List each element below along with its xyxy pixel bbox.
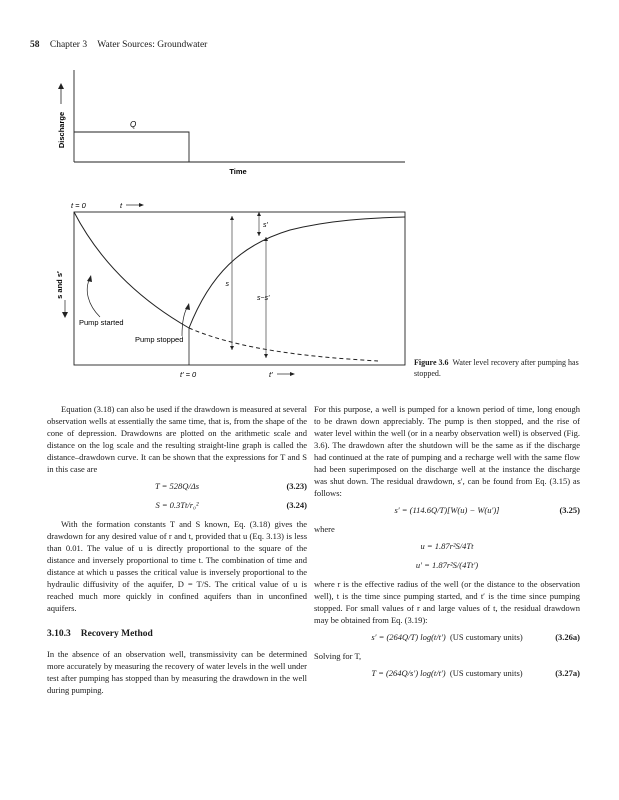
section-heading [47,628,307,640]
t-label: t [120,201,123,210]
solving-for-t: Solving for T, [314,651,362,661]
pump-stopped-arrowhead [185,303,190,310]
equation-3-25-number: (3.25) [559,505,580,515]
pump-started-arrowhead [87,275,92,282]
time-axis-label: Time [229,167,247,176]
s-axis-arrowhead [62,312,68,318]
t0-label: t = 0 [71,201,86,210]
s-prime-arrow-top [257,212,261,216]
equation-3-27a [314,667,580,681]
pump-stopped-pointer [182,306,188,336]
discharge-q-label: Q [130,120,137,129]
tprime-label: t′ [269,370,273,379]
chapter-label: Chapter 3 [49,40,88,50]
left-column [47,403,307,696]
left-paragraph-2: With the formation constants T and S known, Eq. (3.18) gives the drawdown for any desired value of r and t, provided that u (Eq. 3.13) is less than 0.01. The value of u is directly proportional to the square of the distance and inversely proportional to time t. The combination of time and distance at which u passes the critical value is inversely proportional to the hydraulic diffusivity of the aquifer, D = T/S. The critical value of u is reached much more quickly in confined aquifers than in unconfined aquifers. [47,519,307,613]
equation-3-27a-number: (3.27a) [555,668,580,678]
s-arrow-top [230,216,234,220]
equation-u-prime-expr: u′ = 1.87r²S/(4Tt′) [415,560,479,570]
s-prime-arrow-bottom [257,232,261,236]
drawdown-curve [74,212,189,328]
equation-3-25-expr: s′ = (114.6Q/T)[W(u) − W(u′)] [394,505,500,515]
chapter-title: Water Sources: Groundwater [97,40,208,50]
s-minus-label: s−s′ [257,295,270,302]
s-arrow-bottom [230,346,234,350]
equation-3-23-expr: T = 528Q/Δs [154,481,200,491]
s-axis-label: s and s′ [55,271,64,299]
equation-3-27a-unit: (US customary units) [449,668,523,678]
equation-3-25 [314,504,580,518]
tprime-arrowhead [290,372,295,376]
figure-caption-text: Water level recovery after pumping has stopped. [414,358,579,378]
equation-3-24-expr: S = 0.3Tt/r₀² [155,500,199,510]
s-prime-label: s′ [263,222,268,229]
equation-3-26a-number: (3.26a) [555,632,580,642]
right-paragraph-2: where r is the effective radius of the well (or the distance to the observation well), t is the time since pumping started, and t′ is the time since pumping stopped. For small values of r and large values of t, the residual drawdown may be obtained from Eq. (3.19): [314,579,580,625]
t-arrowhead [139,203,144,207]
equation-3-26a [314,631,580,645]
section-number: 3.10.3 [47,629,71,639]
tprime0-label: t′ = 0 [180,370,197,379]
equation-3-23-number: (3.23) [286,481,307,491]
right-paragraph-1: For this purpose, a well is pumped for a known period of time, long enough to be drawn down appreciably. The pump is then stopped, and the rise of water level within the well (or in a nearby observation well) is observed (Fig. 3.6). The drawdown after the shutdown will be the same as if the discharge had continued at the rate of pumping and a recharge well with the same flow had been superimposed on the discharge well at the instance the discharge was shut down. The residual drawdown, s′, can be found from Eq. (3.15) as follows: [314,404,580,498]
left-paragraph-1: Equation (3.18) can also be used if the drawdown is measured at several observation wells at essentially the same time, that is, from the shape of the cone of depression. Drawdowns are plotted on the arithmetic scale and distance on the log scale and the resulting straight-line graph is called the distance–drawdown curve. It can be shown that the expressions for T and S in this case are [47,404,307,474]
pump-started-pointer [87,278,100,317]
equation-u [314,540,580,554]
figure-caption [414,357,584,379]
continued-drawdown-curve [189,328,378,361]
pump-started-label: Pump started [79,318,124,327]
recovery-curve [189,217,405,328]
s-minus-arrow-bottom [264,354,268,358]
equation-3-24-number: (3.24) [286,500,307,510]
equation-3-26a-expr: s′ = (264Q/T) log(t/t′) [371,632,446,642]
pump-stopped-label: Pump stopped [135,335,184,344]
equation-3-23 [47,480,307,494]
right-column [314,403,580,686]
discharge-figure [0,0,619,190]
plot-frame [74,212,405,365]
equation-3-24 [47,499,307,513]
equation-3-27a-expr: T = (264Q/s′) log(t/t′) [371,668,446,678]
right-where-1: where [314,524,335,534]
left-paragraph-3: In the absence of an observation well, transmissivity can be determined more accurately by measuring the recovery of water levels in the well under test after pumping has stopped than by measuring the drawdown in the well during pumping. [47,649,307,695]
s-label: s [225,281,229,288]
page-number: 58 [30,40,40,50]
discharge-axis-label: Discharge [57,111,66,149]
discharge-step [74,132,189,162]
equation-u-prime [314,559,580,573]
equation-3-26a-unit: (US customary units) [449,632,523,642]
figure-label: Figure 3.6 [414,358,449,367]
discharge-arrowhead [58,83,64,89]
section-title: Recovery Method [80,629,153,639]
equation-u-expr: u = 1.87r²S/4Tt [420,541,474,551]
